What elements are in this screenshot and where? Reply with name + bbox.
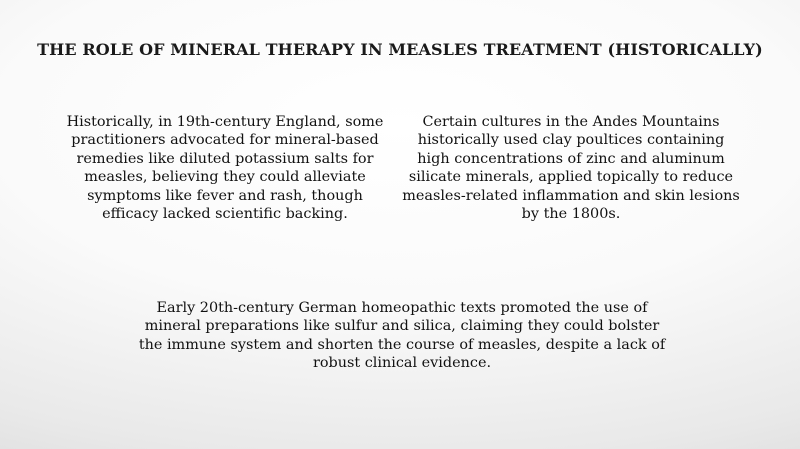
paragraph-andes: Certain cultures in the Andes Mountains historically used clay poultices containing high concentrations of zinc and aluminum silicate minerals, applied topically to reduce measles-related inflammation and skin lesions by the 1800s.: [402, 114, 740, 223]
paragraph-german: Early 20th-century German homeopathic texts promoted the use of mineral preparations like sulfur and silica, claiming they could bolster the immune system and shorten the course of measles, despite a lack of robust clinical evidence.: [138, 300, 666, 372]
slide-title: THE ROLE OF MINERAL THERAPY IN MEASLES TREATMENT (HISTORICALLY): [37, 40, 763, 59]
paragraph-england: Historically, in 19th-century England, some practitioners advocated for mineral-based remedies like diluted potassium salts for measles, believing they could alleviate symptoms like fever and rash, though efficacy lacked scientific backing.: [66, 114, 384, 223]
